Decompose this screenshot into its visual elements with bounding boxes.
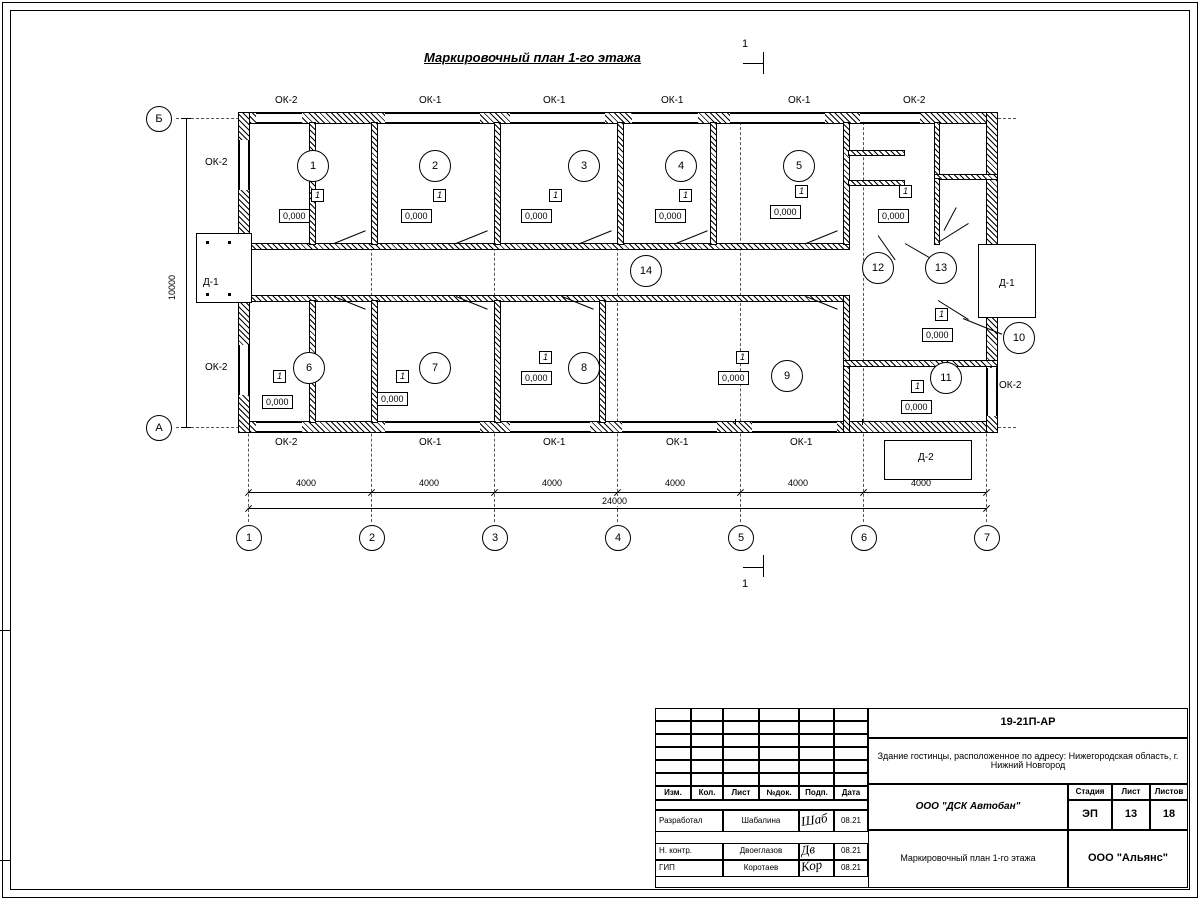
room-mark-6: 1 [273, 370, 286, 383]
partition-u7 [848, 150, 905, 156]
tb-role-gip: ГИП [655, 860, 723, 877]
tb-stage-value: ЭП [1068, 800, 1112, 830]
level-mark-11: 0,000 [901, 400, 932, 414]
signature-developer: Шаб [800, 810, 829, 829]
room-bubble-5: 5 [783, 150, 815, 182]
exterior-wall-bottom [238, 421, 998, 433]
partition-l3 [494, 300, 501, 423]
level-mark-5: 0,000 [770, 205, 801, 219]
tb-name-gip: Коротаев [723, 860, 799, 877]
window-label-bottom-3: ОК-1 [543, 437, 566, 448]
axis-bubble-7: 7 [974, 525, 1000, 551]
tb-col-list: Лист [723, 786, 759, 800]
window-label-right-1: ОК-2 [999, 380, 1022, 391]
tb-sheets-value: 18 [1150, 800, 1188, 830]
axis-bubble-4: 4 [605, 525, 631, 551]
level-mark-1: 0,000 [279, 209, 310, 223]
tb-object: Здание гостинцы, расположенное по адресу: Нижегородская область, г. Нижний Новгород [868, 738, 1188, 784]
room-bubble-14: 14 [630, 255, 662, 287]
room-bubble-1: 1 [297, 150, 329, 182]
tb-designer-org: ООО "ДСК Автобан" [868, 784, 1068, 830]
tb-client-org: ООО "Альянс" [1068, 830, 1188, 888]
signature-control: Дв [799, 841, 816, 858]
tb-grid-cell [834, 708, 868, 721]
tb-col-data: Дата [834, 786, 868, 800]
room-bubble-4: 4 [665, 150, 697, 182]
margin-tick [0, 860, 11, 861]
room-mark-5: 1 [795, 185, 808, 198]
dim-line-total [248, 508, 986, 509]
partition-u8 [848, 180, 905, 186]
tb-grid-cell [691, 721, 723, 734]
wall-joint-mark [862, 419, 863, 425]
tb-grid-cell [759, 773, 799, 786]
tb-grid-cell [759, 747, 799, 760]
room-mark-3: 1 [549, 189, 562, 202]
dim-line-vertical [186, 118, 187, 427]
tb-grid-cell [655, 747, 691, 760]
window-top-5 [730, 113, 825, 123]
tb-sheet-header: Лист [1112, 784, 1150, 800]
axis-line-6 [863, 112, 864, 522]
partition-right-horizontal [843, 360, 998, 367]
section-mark-bottom-line [763, 555, 764, 577]
window-label-top-4: ОК-1 [661, 95, 684, 106]
tb-grid-cell [799, 773, 834, 786]
room-mark-1: 1 [311, 189, 324, 202]
partition-u9 [934, 122, 940, 179]
tb-grid-cell [799, 747, 834, 760]
tb-col-izm: Изм. [655, 786, 691, 800]
tb-col-kol: Кол. [691, 786, 723, 800]
axis-bubble-1: 1 [236, 525, 262, 551]
door-box-dot [228, 241, 231, 244]
window-label-bottom-2: ОК-1 [419, 437, 442, 448]
window-label-top-2: ОК-1 [419, 95, 442, 106]
section-mark-top-label: 1 [742, 38, 749, 50]
level-mark-9: 0,000 [718, 371, 749, 385]
dim-value-5: 4000 [788, 478, 809, 488]
partition-u1 [309, 122, 316, 245]
window-label-top-5: ОК-1 [788, 95, 811, 106]
partition-u11 [934, 178, 940, 245]
room-mark-9: 1 [736, 351, 749, 364]
tb-grid-cell [834, 721, 868, 734]
room-mark-11: 1 [911, 380, 924, 393]
dim-value-3: 4000 [542, 478, 563, 488]
tb-sheets-header: Листов [1150, 784, 1188, 800]
margin-tick [0, 630, 11, 631]
section-mark-bottom-arrow [743, 567, 764, 568]
partition-u5 [710, 122, 717, 245]
tb-role-control: Н. контр. [655, 843, 723, 860]
axis-line-5 [740, 112, 741, 522]
window-label-left-2: ОК-2 [205, 362, 228, 373]
window-bottom-2 [385, 422, 480, 432]
window-bottom-1 [256, 422, 302, 432]
window-right-1 [987, 368, 997, 416]
axis-bubble-5: 5 [728, 525, 754, 551]
axis-bubble-a: А [146, 415, 172, 441]
room-mark-12: 1 [899, 185, 912, 198]
tb-grid-cell [655, 708, 691, 721]
tb-date-control: 08.21 [834, 843, 868, 860]
tb-grid-cell [834, 747, 868, 760]
tb-grid-cell [723, 747, 759, 760]
tb-date-developer: 08.21 [834, 810, 868, 832]
section-mark-bottom-label: 1 [742, 578, 749, 590]
level-mark-8: 0,000 [521, 371, 552, 385]
tb-grid-cell [834, 773, 868, 786]
door-label-d1-left: Д-1 [203, 277, 219, 288]
room-mark-2: 1 [433, 189, 446, 202]
tb-grid-cell [655, 760, 691, 773]
tb-grid-cell [723, 760, 759, 773]
axis-bubble-2: 2 [359, 525, 385, 551]
window-bottom-4 [622, 422, 717, 432]
dim-value-1: 4000 [296, 478, 317, 488]
plan-title: Маркировочный план 1-го этажа [424, 50, 641, 65]
window-left-1 [239, 140, 249, 190]
window-label-bottom-4: ОК-1 [666, 437, 689, 448]
room-bubble-8: 8 [568, 352, 600, 384]
window-top-4 [632, 113, 698, 123]
door-box-dot [206, 241, 209, 244]
tb-grid-cell [723, 721, 759, 734]
door-box-left [196, 233, 252, 303]
window-top-6 [860, 113, 920, 123]
dim-value-2: 4000 [419, 478, 440, 488]
room-bubble-13: 13 [925, 252, 957, 284]
tb-grid-cell [834, 734, 868, 747]
window-label-top-3: ОК-1 [543, 95, 566, 106]
tb-sheet-name: Маркировочный план 1-го этажа [868, 830, 1068, 888]
tb-grid-cell [691, 747, 723, 760]
partition-u10 [934, 174, 998, 180]
level-mark-3: 0,000 [521, 209, 552, 223]
door-label-d1-right: Д-1 [999, 278, 1015, 289]
tb-grid-cell [759, 708, 799, 721]
tb-name-developer: Шабалина [723, 810, 799, 832]
tb-grid-cell [691, 734, 723, 747]
room-bubble-9: 9 [771, 360, 803, 392]
window-bottom-5 [752, 422, 837, 432]
dim-value-vertical: 10000 [167, 274, 177, 300]
tb-code: 19-21П-АР [868, 708, 1188, 738]
window-label-bottom-5: ОК-1 [790, 437, 813, 448]
window-label-left-1: ОК-2 [205, 157, 228, 168]
window-bottom-3 [510, 422, 590, 432]
tb-grid-cell [759, 760, 799, 773]
tb-grid-cell [759, 721, 799, 734]
door-box-dot [228, 293, 231, 296]
signature-gip: Кор [799, 856, 824, 875]
tb-grid-cell [834, 760, 868, 773]
tb-sheet-value: 13 [1112, 800, 1150, 830]
level-mark-2: 0,000 [401, 209, 432, 223]
window-label-top-6: ОК-2 [903, 95, 926, 106]
room-bubble-6: 6 [293, 352, 325, 384]
room-mark-10: 1 [935, 308, 948, 321]
dim-tick-vertical-top [181, 118, 191, 119]
partition-u4 [617, 122, 624, 245]
tb-col-podp: Подп. [799, 786, 834, 800]
wall-joint-mark [735, 419, 736, 425]
room-bubble-12: 12 [862, 252, 894, 284]
tb-stage-header: Стадия [1068, 784, 1112, 800]
window-label-bottom-1: ОК-2 [275, 437, 298, 448]
tb-date-gip: 08.21 [834, 860, 868, 877]
tb-grid-cell [759, 734, 799, 747]
axis-bubble-6: 6 [851, 525, 877, 551]
room-bubble-7: 7 [419, 352, 451, 384]
tb-grid-cell [655, 773, 691, 786]
room-bubble-11: 11 [930, 362, 962, 394]
dim-tick-vertical-bottom [181, 427, 191, 428]
window-label-top-1: ОК-2 [275, 95, 298, 106]
dim-value-4: 4000 [665, 478, 686, 488]
dim-value-6: 4000 [911, 478, 932, 488]
level-mark-12: 0,000 [878, 209, 909, 223]
room-bubble-10: 10 [1003, 322, 1035, 354]
level-mark-7: 0,000 [377, 392, 408, 406]
tb-grid-cell [723, 708, 759, 721]
tb-grid-cell [655, 734, 691, 747]
axis-bubble-3: 3 [482, 525, 508, 551]
tb-name-control: Двоеглазов [723, 843, 799, 860]
section-mark-top-arrow [743, 63, 764, 64]
tb-grid-cell [691, 708, 723, 721]
dim-value-total: 24000 [602, 496, 628, 506]
tb-grid-cell [799, 734, 834, 747]
window-top-1 [256, 113, 302, 123]
partition-u2 [371, 122, 378, 245]
room-mark-8: 1 [539, 351, 552, 364]
tb-grid-cell [691, 773, 723, 786]
partition-u3 [494, 122, 501, 245]
tb-spacer-row [655, 800, 868, 810]
tb-grid-cell [655, 721, 691, 734]
tb-grid-cell [691, 760, 723, 773]
axis-bubble-b: Б [146, 106, 172, 132]
tb-grid-cell [723, 773, 759, 786]
room-bubble-3: 3 [568, 150, 600, 182]
corridor-wall-upper [248, 243, 850, 250]
room-mark-4: 1 [679, 189, 692, 202]
tb-grid-cell [723, 734, 759, 747]
room-bubble-2: 2 [419, 150, 451, 182]
window-top-2 [385, 113, 480, 123]
tb-grid-cell [799, 760, 834, 773]
window-top-3 [510, 113, 605, 123]
level-mark-6: 0,000 [262, 395, 293, 409]
tb-role-developer: Разработал [655, 810, 723, 832]
tb-grid-cell [799, 721, 834, 734]
door-box-dot [206, 293, 209, 296]
tb-grid-cell [799, 708, 834, 721]
door-label-d2: Д-2 [918, 452, 934, 463]
level-mark-10: 0,000 [922, 328, 953, 342]
window-left-2 [239, 345, 249, 395]
partition-l4 [599, 300, 606, 423]
tb-col-ndok: №док. [759, 786, 799, 800]
level-mark-4: 0,000 [655, 209, 686, 223]
room-mark-7: 1 [396, 370, 409, 383]
